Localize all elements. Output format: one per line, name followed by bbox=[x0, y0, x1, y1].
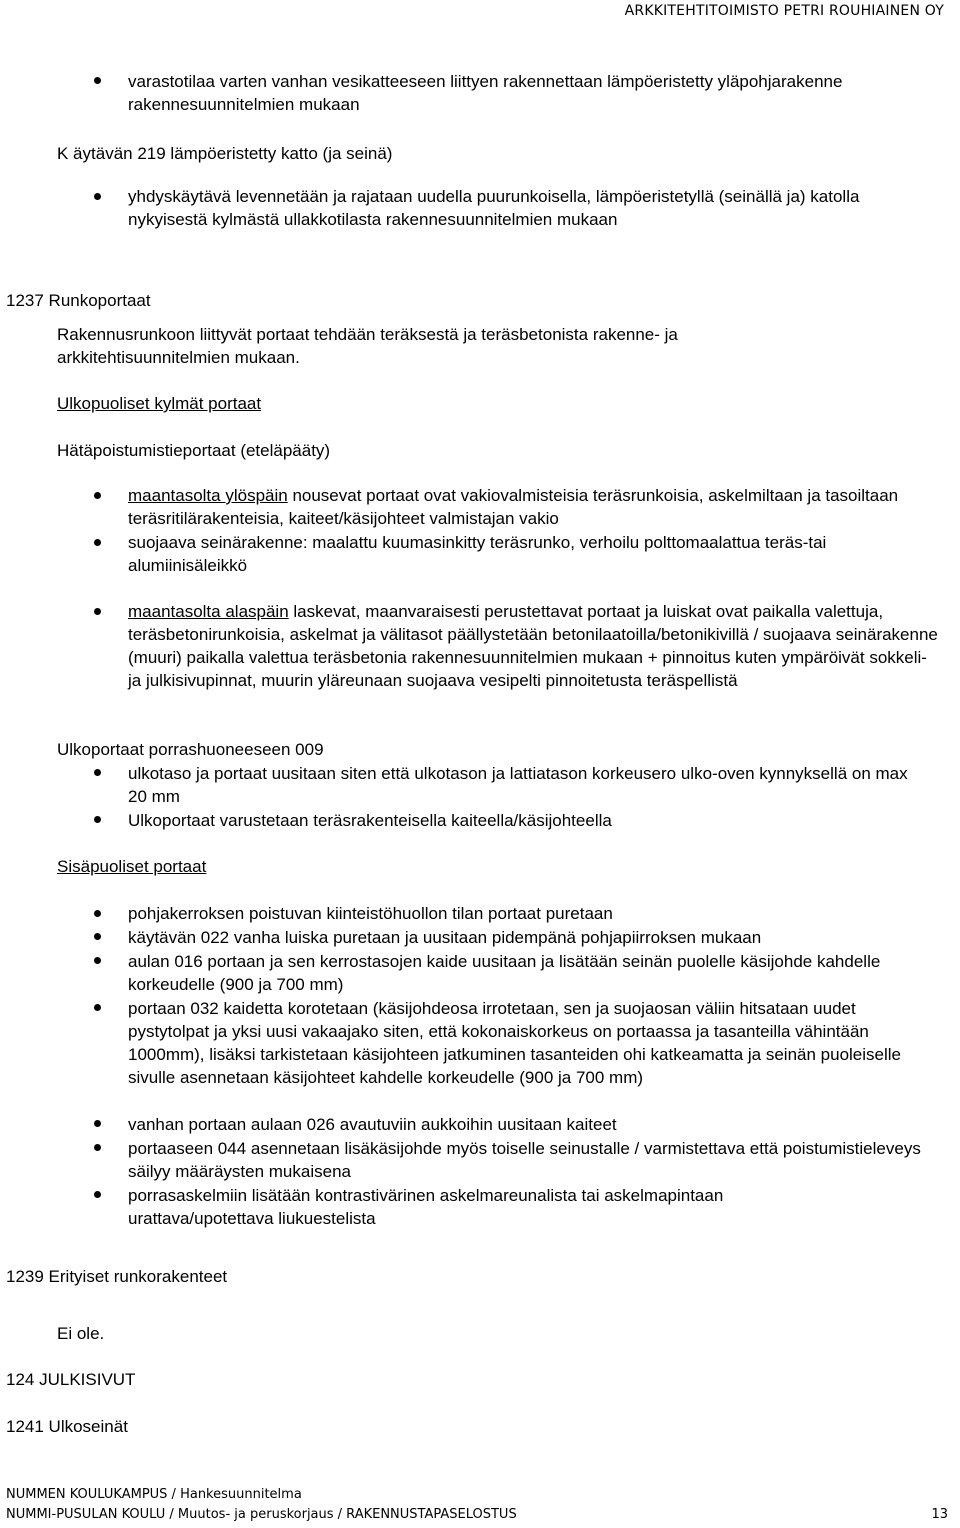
bullet-item: pohjakerroksen poistuvan kiinteistöhuollon tilan portaat puretaan bbox=[128, 904, 613, 923]
bullet-icon bbox=[94, 193, 101, 200]
bullet-icon bbox=[94, 608, 101, 615]
footer-line: NUMMEN KOULUKAMPUS / Hankesuunnitelma bbox=[6, 1487, 302, 1502]
bullet-item bbox=[128, 484, 943, 530]
section-heading: 124 JULKISIVUT bbox=[6, 1370, 136, 1389]
paragraph: Rakennusrunkoon liittyvät portaat tehdään teräksestä ja teräsbetonista rakenne- ja arkkitehtisuunnitelmien mukaan. bbox=[57, 325, 678, 367]
paragraph: Ei ole. bbox=[57, 1324, 105, 1343]
bullet-icon bbox=[94, 539, 101, 546]
bullet-item: aulan 016 portaan ja sen kerrostasojen kaide uusitaan ja lisätään seinän puolelle käsijohde kahdelle korkeudelle (900 ja 700 mm) bbox=[128, 952, 881, 994]
bullet-item: vanhan portaan aulaan 026 avautuviin aukkoihin uusitaan kaiteet bbox=[128, 1115, 617, 1134]
section-line: K äytävän 219 lämpöeristetty katto (ja seinä) bbox=[57, 144, 393, 163]
bullet-icon bbox=[94, 1144, 101, 1151]
bullet-text: nousevat portaat ovat vakiovalmisteisia teräsrunkoisia, askelmiltaan ja tasoiltaan teräsritilärakenteisia, kaiteet/käsijohteet valmistajan vakio bbox=[128, 486, 899, 528]
page-number: 13 bbox=[931, 1507, 948, 1522]
bullet-item: porrasaskelmiin lisätään kontrastivärinen askelmareunalista tai askelmapintaan urattava/upotettava liukuestelista bbox=[128, 1186, 724, 1228]
subheading-underlined: Ulkopuoliset kylmät portaat bbox=[57, 394, 262, 413]
bullet-icon bbox=[94, 769, 101, 776]
bullet-item: yhdyskäytävä levennetään ja rajataan uudella puurunkoisella, lämpöeristetyllä (seinällä ja) katolla nykyisestä kylmästä ullakkotilasta rakennesuunnitelmien mukaan bbox=[128, 187, 860, 229]
bullet-item: ulkotaso ja portaat uusitaan siten että ulkotason ja lattiatason korkeusero ulko-oven kynnyksellä on max 20 mm bbox=[128, 764, 908, 806]
subheading: Hätäpoistumistieportaat (eteläpääty) bbox=[57, 441, 331, 460]
bullet-item: Ulkoportaat varustetaan teräsrakenteisella kaiteella/käsijohteella bbox=[128, 811, 612, 830]
bullet-icon bbox=[94, 910, 101, 917]
bullet-icon bbox=[94, 957, 101, 964]
bullet-icon bbox=[94, 1191, 101, 1198]
bullet-item: portaaseen 044 asennetaan lisäkäsijohde myös toiselle seinustalle / varmistettava että poistumistieleveys säilyy määräysten mukaisena bbox=[128, 1139, 921, 1181]
bullet-icon bbox=[94, 1004, 101, 1011]
bullet-icon bbox=[94, 77, 101, 84]
underlined-text: maantasolta alaspäin bbox=[128, 602, 289, 621]
bullet-icon bbox=[94, 492, 101, 499]
bullet-item: suojaava seinärakenne: maalattu kuumasinkitty teräsrunko, verhoilu polttomaalattua teräs-tai alumiinisäleikkö bbox=[128, 533, 827, 575]
bullet-text: laskevat, maanvaraisesti perustettavat portaat ja luiskat ovat paikalla valettuja, teräsbetonirunkoisia, askelmat ja välitasot päällystetään betonilaatoilla/betonikivillä / suojaava seinärakenne (muuri) paikalla valettua teräsbetonia rakennesuunnitelmien mukaan + pinnoitus kuten ympäröivät sokkeli- ja julkisivupinnat, muurin yläreunaan suojaava vesipelti pinnoitetusta teräspellistä bbox=[128, 602, 938, 690]
section-heading: 1239 Erityiset runkorakenteet bbox=[6, 1267, 228, 1286]
document-header: ARKKITEHTITOIMISTO PETRI ROUHIAINEN OY bbox=[624, 3, 944, 19]
underlined-text: maantasolta ylöspäin bbox=[128, 486, 288, 505]
bullet-item bbox=[128, 600, 943, 692]
section-heading: 1241 Ulkoseinät bbox=[6, 1417, 128, 1436]
bullet-icon bbox=[94, 1120, 101, 1127]
subheading-underlined: Sisäpuoliset portaat bbox=[57, 857, 207, 876]
bullet-icon bbox=[94, 816, 101, 823]
bullet-item: käytävän 022 vanha luiska puretaan ja uusitaan pidempänä pohjapiirroksen mukaan bbox=[128, 928, 762, 947]
subheading: Ulkoportaat porrashuoneeseen 009 bbox=[57, 740, 324, 759]
footer-line: NUMMI-PUSULAN KOULU / Muutos- ja peruskorjaus / RAKENNUSTAPASELOSTUS bbox=[6, 1507, 517, 1522]
section-heading: 1237 Runkoportaat bbox=[6, 291, 151, 310]
bullet-item: portaan 032 kaidetta korotetaan (käsijohdeosa irrotetaan, sen ja suojaosan väliin hitsataan uudet pystytolpat ja yksi uusi vakaajako siten, että kokonaiskorkeus on portaassa ja tasanteilla vähintään 1000mm), lisäksi tarkistetaan käsijohteen jatkuminen tasanteiden ohi katkeamatta ja seinän puoleiselle sivulle asennetaan käsijohteet kahdelle korkeudelle (900 ja 700 mm) bbox=[128, 999, 901, 1087]
bullet-item: varastotilaa varten vanhan vesikatteeseen liittyen rakennettaan lämpöeristetty yläpohjarakenne rakennesuunnitelmien mukaan bbox=[128, 72, 843, 114]
bullet-icon bbox=[94, 933, 101, 940]
